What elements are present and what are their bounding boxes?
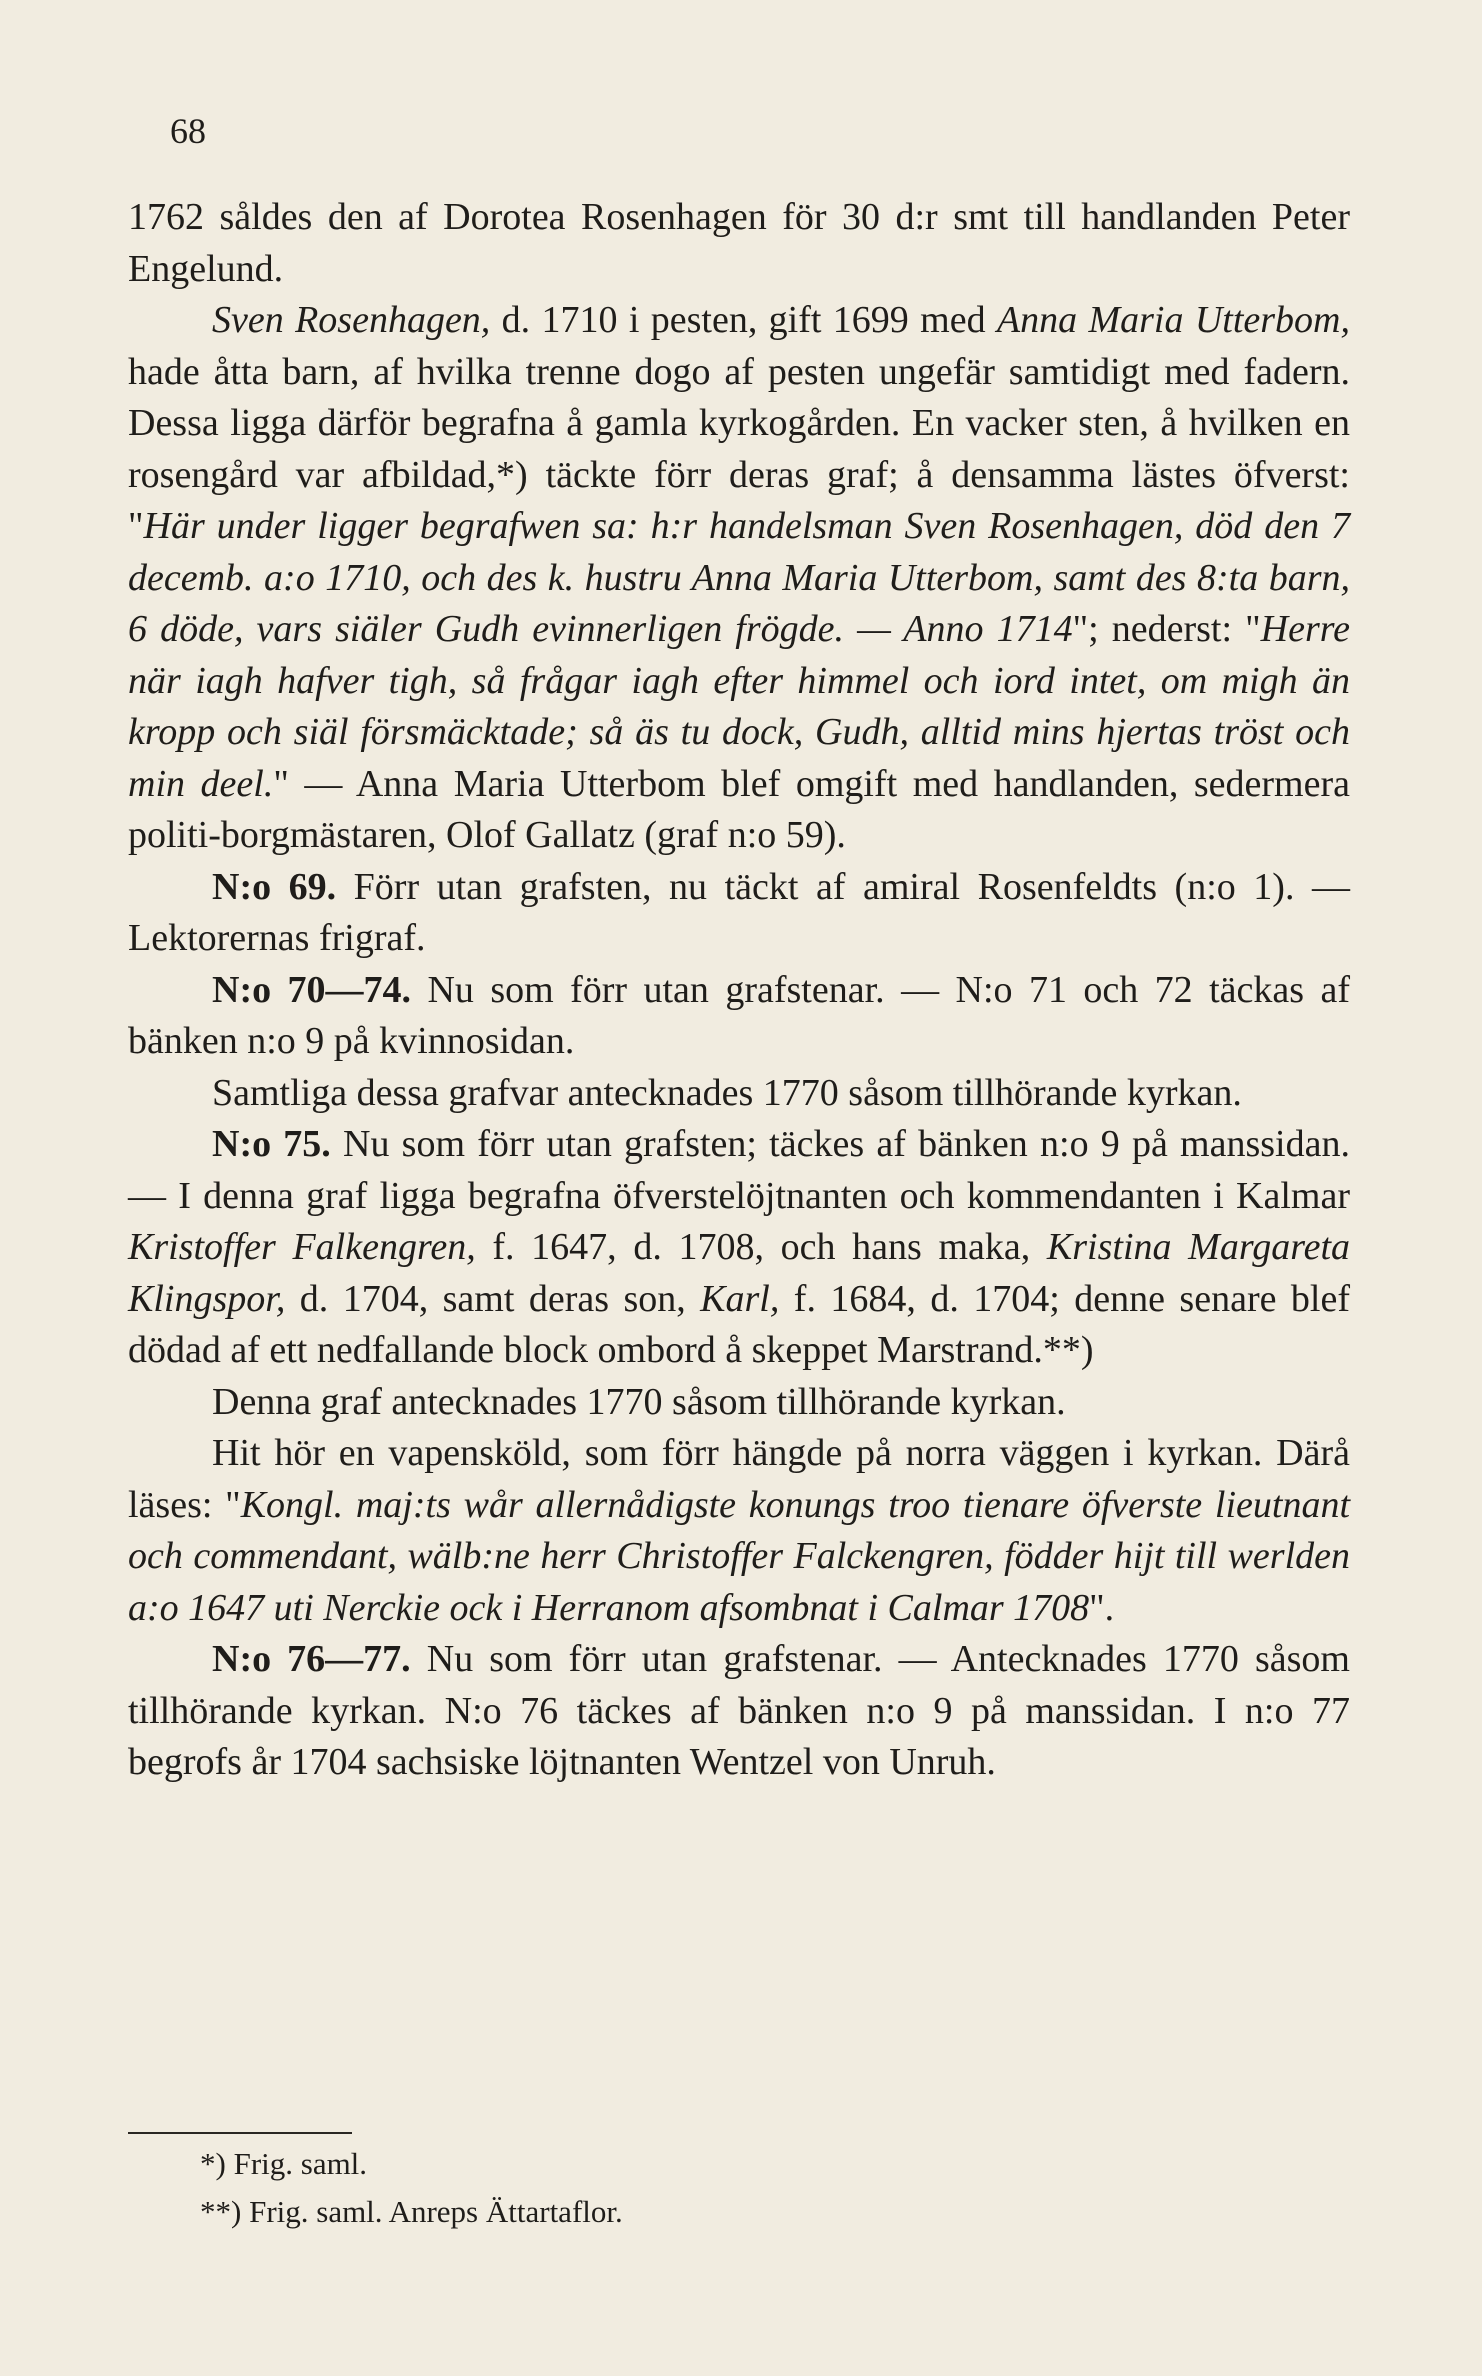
paragraph-text: ". xyxy=(1089,1586,1115,1629)
paragraph-text: Hit hör en vapensköld, som förr hängde på norra väggen i kyrkan. Därå läses: " xyxy=(128,1432,1350,1526)
paragraph-no-69 xyxy=(128,862,1350,965)
paragraph-rosenhagen xyxy=(128,295,1350,862)
paragraph-text: d. 1704, samt deras son, xyxy=(285,1277,701,1320)
shield-inscription: Kongl. maj:ts wår allernådigste konungs troo tienare öfverste lieutnant och commendant, wälb:ne herr Christoffer Falckengren, födder hijt till werlden a:o 1647 uti Nerckie ock i Herranom afsombnat i Calmar 1708 xyxy=(128,1483,1351,1629)
paragraph-text: "; nederst: " xyxy=(1072,608,1261,650)
paragraph-vapenskold xyxy=(128,1428,1350,1634)
paragraph-no-75 xyxy=(128,1119,1350,1377)
paragraph-no-76-77 xyxy=(128,1634,1350,1789)
paragraph-text: d. 1710 i pesten, gift 1699 med xyxy=(490,299,997,341)
footnotes xyxy=(200,2140,623,2236)
paragraph-text: " — Anna Maria Utterbom blef omgift med handlanden, sedermera politi-borgmästaren, Olof Gallatz (graf n:o 59). xyxy=(128,762,1350,856)
inscription-top: Här under ligger begrafwen sa: h:r handelsman Sven Rosenhagen, död den 7 decemb. a:o 1710, och des k. hustru Anna Maria Utterbom, samt des 8:ta barn, 6 döde, vars siäler Gudh evinnerligen frögde. — Anno 1714 xyxy=(128,505,1350,650)
footnote-2: **) Frig. saml. Anreps Ättartaflor. xyxy=(200,2194,623,2229)
paragraph-text: hade åtta barn, af hvilka trenne dogo af pesten ungefär samtidigt med fadern. Dessa ligga därför begrafna å gamla kyrkogården. En vacker sten, å hvilken en rosengård var afbildad,*) täckte förr deras graf; å densamma lästes öfverst: " xyxy=(128,350,1350,547)
person-name: Karl, xyxy=(700,1277,780,1320)
main-text xyxy=(128,192,1350,1789)
paragraph-no-70-74 xyxy=(128,965,1350,1068)
person-name: Kristina Margareta Klingspor, xyxy=(128,1226,1351,1320)
paragraph-denna-graf xyxy=(128,1377,1350,1429)
paragraph-text: Nu som förr utan grafstenar. — N:o 71 och 72 täckas af bänken n:o 9 på kvinnosidan. xyxy=(128,968,1350,1062)
footnote-divider xyxy=(128,2132,352,2134)
grave-number: N:o 76—77. xyxy=(212,1638,411,1680)
grave-number: N:o 75. xyxy=(212,1123,331,1165)
grave-number: N:o 69. xyxy=(212,865,337,908)
paragraph-text: Förr utan grafsten, nu täckt af amiral Rosenfeldts (n:o 1). — Lektorernas frigraf. xyxy=(128,865,1350,959)
paragraph-text: 1762 såldes den af Dorotea Rosenhagen för 30 d:r smt till handlanden Peter Engelund. xyxy=(128,196,1350,290)
person-name: Anna Maria Utterbom, xyxy=(996,299,1350,341)
grave-number: N:o 70—74. xyxy=(212,968,412,1011)
paragraph-text: f. 1647, d. 1708, och hans maka, xyxy=(475,1226,1047,1268)
paragraph-samtliga xyxy=(128,1068,1350,1120)
person-name: Sven Rosenhagen, xyxy=(212,299,491,341)
footnote-1: *) Frig. saml. xyxy=(200,2146,368,2181)
page-number: 68 xyxy=(170,111,206,151)
paragraph-text: Denna graf antecknades 1770 såsom tillhörande kyrkan. xyxy=(212,1380,1066,1423)
paragraph-text: Samtliga dessa grafvar antecknades 1770 såsom tillhörande kyrkan. xyxy=(212,1071,1242,1114)
paragraph-text: Nu som förr utan grafstenar. — Antecknades 1770 såsom tillhörande kyrkan. N:o 76 täckes af bänken n:o 9 på manssidan. I n:o 77 begrofs år 1704 sachsiske löjtnanten Wentzel von Unruh. xyxy=(128,1638,1350,1783)
paragraph-text: Nu som förr utan grafsten; täckes af bänken n:o 9 på manssidan. — I denna graf ligga begrafna öfverstelöjtnanten och kommendanten i Kalmar xyxy=(128,1123,1350,1217)
paragraph-text: f. 1684, d. 1704; denne senare blef dödad af ett nedfallande block ombord å skeppet Marstrand.**) xyxy=(128,1277,1350,1371)
person-name: Kristoffer Falkengren, xyxy=(128,1226,476,1268)
paragraph-1 xyxy=(128,192,1350,295)
inscription-bottom: Herre när iagh hafver tigh, så frågar iagh efter himmel och iord intet, om migh än kropp och siäl försmäcktade; så äs tu dock, Gudh, alltid mins hjertas tröst och min deel. xyxy=(128,608,1350,805)
